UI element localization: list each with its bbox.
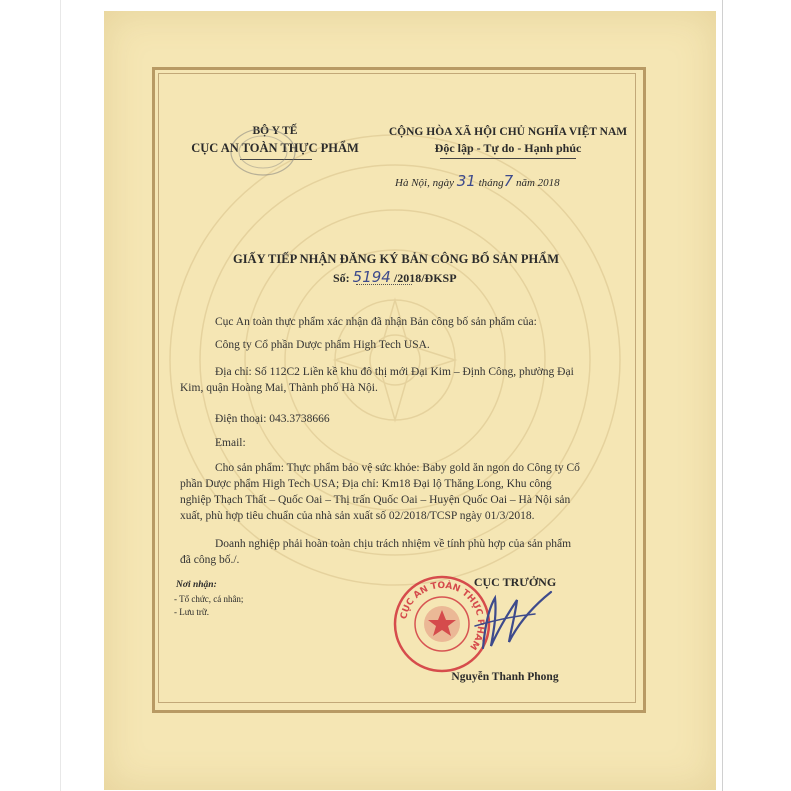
stamp-ring-text: CỤC AN TOÀN THỰC PHẨM <box>399 580 486 652</box>
phone-number: Điện thoại: 043.3738666 <box>215 413 330 425</box>
product-line-2: phần Dược phẩm High Tech USA; Địa chỉ: Km18 Đại lộ Thăng Long, Khu công <box>180 478 552 490</box>
date-prefix: Hà Nội, ngày <box>395 177 454 189</box>
recipient-item: - Lưu trữ. <box>174 607 209 617</box>
address-line-2: Kim, quận Hoàng Mai, Thành phố Hà Nội. <box>180 382 378 394</box>
agency-name: CỤC AN TOÀN THỰC PHẨM <box>191 141 359 155</box>
issue-date <box>395 172 560 190</box>
responsibility-line-2: đã công bố./. <box>180 554 240 566</box>
product-line-3: nghiệp Thạch Thất – Quốc Oai – Thị trấn Quốc Oai – Huyện Quốc Oai – Hà Nội sản <box>180 494 571 506</box>
signer-role: CỤC TRƯỞNG <box>473 575 557 589</box>
product-line-4: xuất, phù hợp tiêu chuẩn của nhà sản xuất số 02/2018/TCSP ngày 01/3/2018. <box>180 510 535 522</box>
number-value: 5194 <box>352 268 391 286</box>
recipient-item: - Tổ chức, cá nhân; <box>174 594 244 604</box>
signer-name: Nguyễn Thanh Phong <box>451 671 559 683</box>
date-day: 31 <box>456 172 476 190</box>
recipients-heading: Nơi nhận: <box>176 580 217 590</box>
handwritten-signature <box>455 586 565 658</box>
date-month-label: tháng <box>478 177 504 189</box>
nation-name: CỘNG HÒA XÃ HỘI CHỦ NGHĨA VIỆT NAM <box>388 126 628 138</box>
number-dotted-line <box>356 284 412 285</box>
number-suffix: /2018/ĐKSP <box>393 271 457 285</box>
number-prefix: Số: <box>333 271 350 285</box>
document-title: GIẤY TIẾP NHẬN ĐĂNG KÝ BẢN CÔNG BỐ SẢN PHẨM <box>232 252 560 266</box>
body-intro: Cục An toàn thực phẩm xác nhận đã nhận Bản công bố sản phẩm của: <box>215 316 537 328</box>
address-line-1: Địa chỉ: Số 112C2 Liền kề khu đô thị mới Đại Kim – Định Công, phường Đại <box>215 366 574 378</box>
ministry-name: BỘ Y TẾ <box>252 125 298 137</box>
nation-motto: Độc lập - Tự do - Hạnh phúc <box>434 141 582 155</box>
company-name: Công ty Cổ phần Dược phẩm High Tech USA. <box>215 339 430 351</box>
date-year: năm 2018 <box>515 177 560 189</box>
email-label: Email: <box>215 437 246 449</box>
header-right-underline <box>440 158 576 159</box>
product-line-1: Cho sản phẩm: Thực phẩm bảo vệ sức khỏe: Baby gold ăn ngon do Công ty Cổ <box>215 462 580 474</box>
responsibility-line-1: Doanh nghiệp phải hoàn toàn chịu trách nhiệm về tính phù hợp của sản phẩm <box>215 538 572 550</box>
date-month: 7 <box>503 172 514 190</box>
round-mark-icon <box>228 126 298 178</box>
